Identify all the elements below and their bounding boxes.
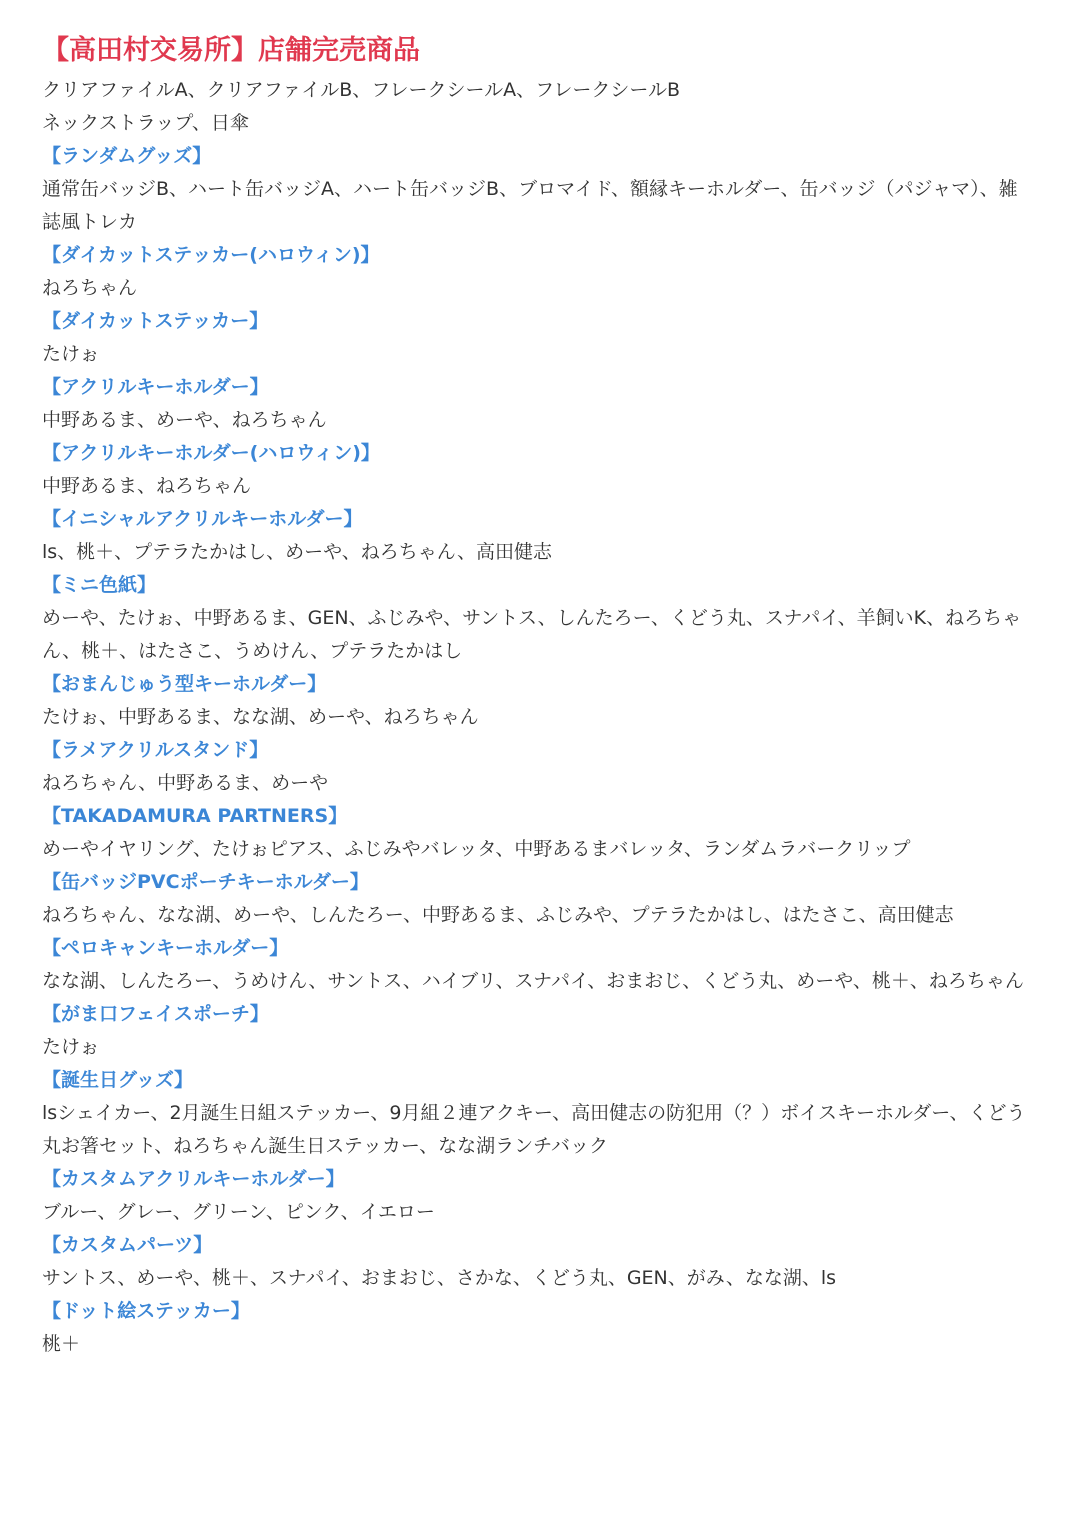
section-text: 中野あるま、めーや、ねろちゃん xyxy=(42,409,327,431)
section-heading: 【カスタムアクリルキーホルダー】 xyxy=(42,1168,345,1190)
section-text: たけぉ xyxy=(42,1036,100,1058)
section-heading: 【アクリルキーホルダー(ハロウィン)】 xyxy=(42,442,380,464)
intro-line: クリアファイルA、クリアファイルB、フレークシールA、フレークシールB xyxy=(42,79,681,101)
section-heading: 【ミニ色紙】 xyxy=(42,574,157,596)
intro-lines xyxy=(42,74,1036,140)
page-title: 【高田村交易所】店舗完売商品 xyxy=(42,35,420,66)
section-heading: 【誕生日グッズ】 xyxy=(42,1069,194,1091)
intro-line: ネックストラップ、日傘 xyxy=(42,112,249,134)
section-text: ねろちゃん xyxy=(42,277,138,299)
section-text: めーや、たけぉ、中野あるま、GEN、ふじみや、サントス、しんたろー、くどう丸、スナパイ、羊飼いK、ねろちゃん、桃＋、はたさこ、うめけん、プテラたかはし xyxy=(42,607,1022,662)
section-heading: 【ダイカットステッカー】 xyxy=(42,310,269,332)
section-heading: 【ランダムグッズ】 xyxy=(42,145,212,167)
section-text: lsシェイカー、2月誕生日組ステッカー、9月組２連アクキー、高田健志の防犯用（？）ボイスキーホルダー、くどう丸お箸セット、ねろちゃん誕生日ステッカー、なな湖ランチバック xyxy=(42,1102,1026,1157)
section-text: 桃＋ xyxy=(42,1333,81,1355)
section-heading: 【ラメアクリルスタンド】 xyxy=(42,739,269,761)
section-text: 中野あるま、ねろちゃん xyxy=(42,475,252,497)
section-heading: 【ドット絵ステッカー】 xyxy=(42,1300,250,1322)
section-text: ls、桃＋、プテラたかはし、めーや、ねろちゃん、高田健志 xyxy=(42,541,552,563)
section-text: なな湖、しんたろー、うめけん、サントス、ハイブリ、スナパイ、おまおじ、くどう丸、めーや、桃＋、ねろちゃん xyxy=(42,970,1024,992)
section-heading: 【がま口フェイスポーチ】 xyxy=(42,1003,269,1025)
section-heading: 【ペロキャンキーホルダー】 xyxy=(42,937,289,959)
section-heading: 【アクリルキーホルダー】 xyxy=(42,376,269,398)
section-text: たけぉ xyxy=(42,343,100,365)
section-text: めーやイヤリング、たけぉピアス、ふじみやバレッタ、中野あるまバレッタ、ランダムラバークリップ xyxy=(42,838,911,860)
section-heading: 【カスタムパーツ】 xyxy=(42,1234,213,1256)
section-heading: 【おまんじゅう型キーホルダー】 xyxy=(42,673,327,695)
section-heading: 【イニシャルアクリルキーホルダー】 xyxy=(42,508,363,530)
section-text: サントス、めーや、桃＋、スナパイ、おまおじ、さかな、くどう丸、GEN、がみ、なな湖、ls xyxy=(42,1267,837,1289)
section-text: たけぉ、中野あるま、なな湖、めーや、ねろちゃん xyxy=(42,706,479,728)
sections-list xyxy=(42,140,1036,1361)
section-text: ブルー、グレー、グリーン、ピンク、イエロー xyxy=(42,1201,435,1223)
section-text: 通常缶バッジB、ハート缶バッジA、ハート缶バッジB、ブロマイド、額縁キーホルダー、缶バッジ（パジャマ）、雑誌風トレカ xyxy=(42,178,1018,233)
section-heading: 【ダイカットステッカー(ハロウィン)】 xyxy=(42,244,380,266)
section-text: ねろちゃん、なな湖、めーや、しんたろー、中野あるま、ふじみや、プテラたかはし、はたさこ、高田健志 xyxy=(42,904,954,926)
section-heading: 【TAKADAMURA PARTNERS】 xyxy=(42,805,348,827)
section-heading: 【缶バッジPVCポーチキーホルダー】 xyxy=(42,871,369,893)
section-text: ねろちゃん、中野あるま、めーや xyxy=(42,772,329,794)
